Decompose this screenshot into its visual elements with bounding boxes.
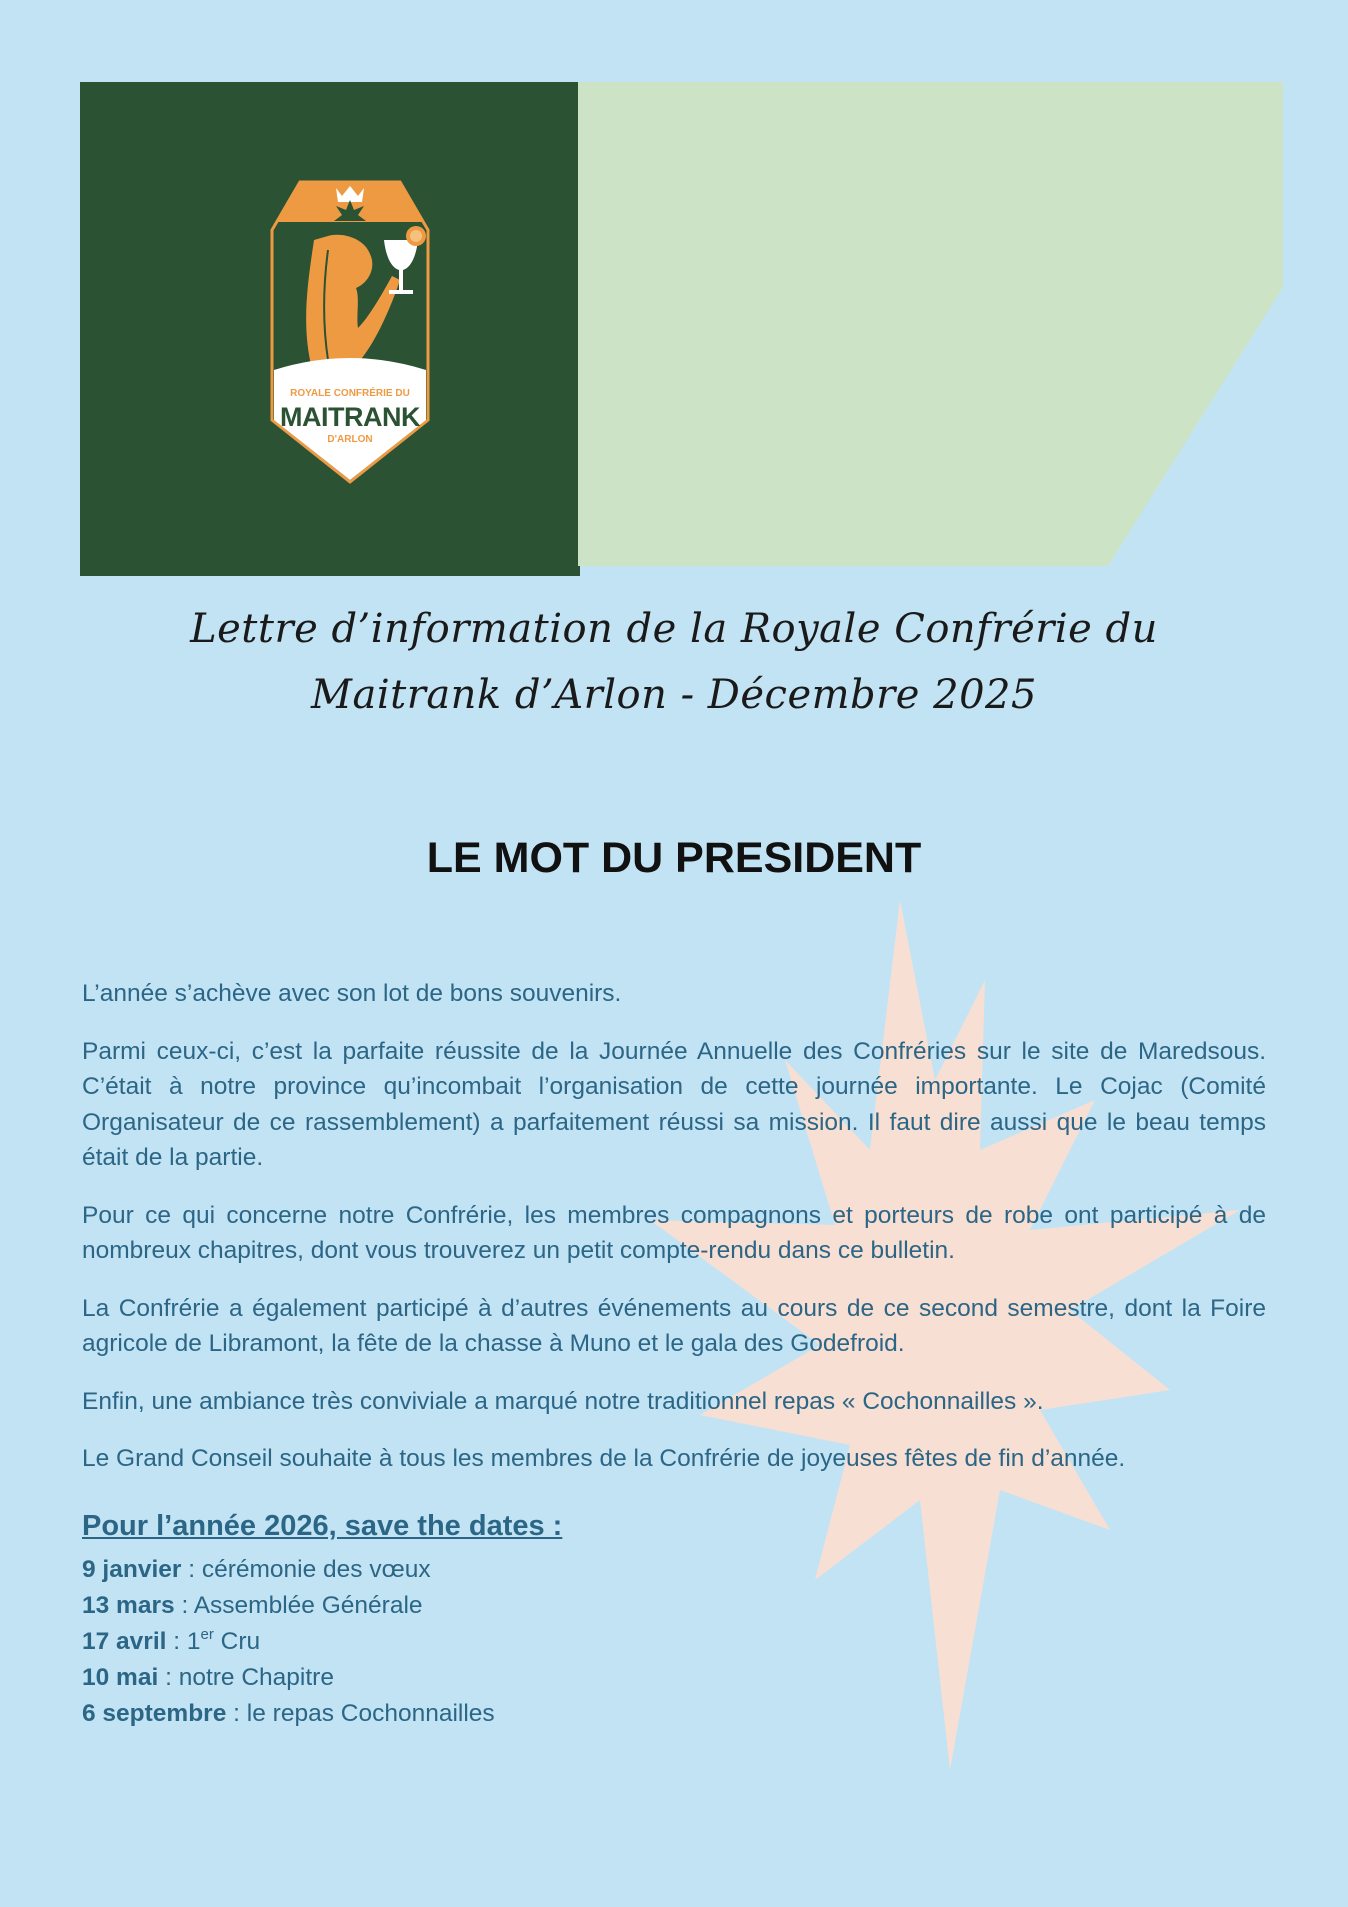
paragraph: La Confrérie a également participé à d’autres événements au cours de ce second semestre, dont la Foire agricole de Libramont, la fête de la chasse à Muno et le gala des Godefroid. bbox=[82, 1294, 1266, 1357]
maitrank-logo bbox=[230, 170, 470, 490]
event-ordinal: 1 bbox=[186, 1628, 201, 1655]
date-separator: : bbox=[166, 1628, 187, 1655]
newsletter-title-line1: Lettre d’information de la Royale Confrérie du bbox=[190, 606, 1158, 652]
event-label: notre Chapitre bbox=[178, 1664, 334, 1691]
date-separator: : bbox=[226, 1700, 247, 1727]
logo-text-maitrank: MAITRANK bbox=[280, 402, 420, 432]
date-separator: : bbox=[158, 1664, 179, 1691]
paragraph: Pour ce qui concerne notre Confrérie, les membres compagnons et porteurs de robe ont participé à de nombreux chapitres, dont vous trouverez un petit compte-rendu dans ce bulletin. bbox=[82, 1201, 1266, 1264]
paragraph: Enfin, une ambiance très conviviale a marqué notre traditionnel repas « Cochonnailles ». bbox=[82, 1387, 1044, 1415]
header-light-green-shape bbox=[578, 82, 1286, 566]
date-label: 13 mars bbox=[82, 1592, 175, 1619]
newsletter-title-line2: Maitrank d’Arlon - Décembre 2025 bbox=[311, 672, 1037, 718]
paragraph: L’année s’achève avec son lot de bons souvenirs. bbox=[82, 980, 622, 1007]
paragraph: Parmi ceux-ci, c’est la parfaite réussite de la Journée Annuelle des Confréries sur le site de Maredsous. C’était à notre province qu’incombait l’organisation de cette journée importante. Le Cojac (Comité Organisateur de ce rassemblement) a parfaitement réussi sa mission. Il faut dire aussi que le beau temps était de la partie. bbox=[82, 1037, 1266, 1171]
event-label: cérémonie des vœux bbox=[201, 1556, 431, 1583]
date-label: 6 septembre bbox=[82, 1700, 227, 1727]
logo-text-line1: ROYALE CONFRÉRIE DU bbox=[290, 388, 410, 399]
date-item bbox=[82, 1624, 495, 1660]
paragraph: Le Grand Conseil souhaite à tous les membres de la Confrérie de joyeuses fêtes de fin d’année. bbox=[82, 1445, 1126, 1472]
date-label: 10 mai bbox=[82, 1664, 159, 1691]
date-label: 17 avril bbox=[82, 1628, 167, 1655]
date-item bbox=[82, 1660, 495, 1696]
event-ordinal-suffix: er bbox=[200, 1626, 214, 1643]
event-label: le repas Cochonnailles bbox=[246, 1700, 495, 1727]
save-the-dates-title: Pour l’année 2026, save the dates : bbox=[82, 1510, 563, 1542]
date-separator: : bbox=[181, 1556, 202, 1583]
event-label: Assemblée Générale bbox=[193, 1592, 423, 1619]
event-label: Cru bbox=[213, 1628, 261, 1655]
date-separator: : bbox=[174, 1592, 194, 1619]
president-message bbox=[82, 976, 1266, 1499]
date-item bbox=[82, 1588, 495, 1624]
date-item bbox=[82, 1696, 495, 1732]
date-label: 9 janvier bbox=[82, 1556, 182, 1583]
logo-text-line3: D'ARLON bbox=[327, 434, 373, 445]
dates-list bbox=[82, 1552, 495, 1732]
section-heading: LE MOT DU PRESIDENT bbox=[426, 834, 922, 882]
date-item bbox=[82, 1552, 495, 1588]
